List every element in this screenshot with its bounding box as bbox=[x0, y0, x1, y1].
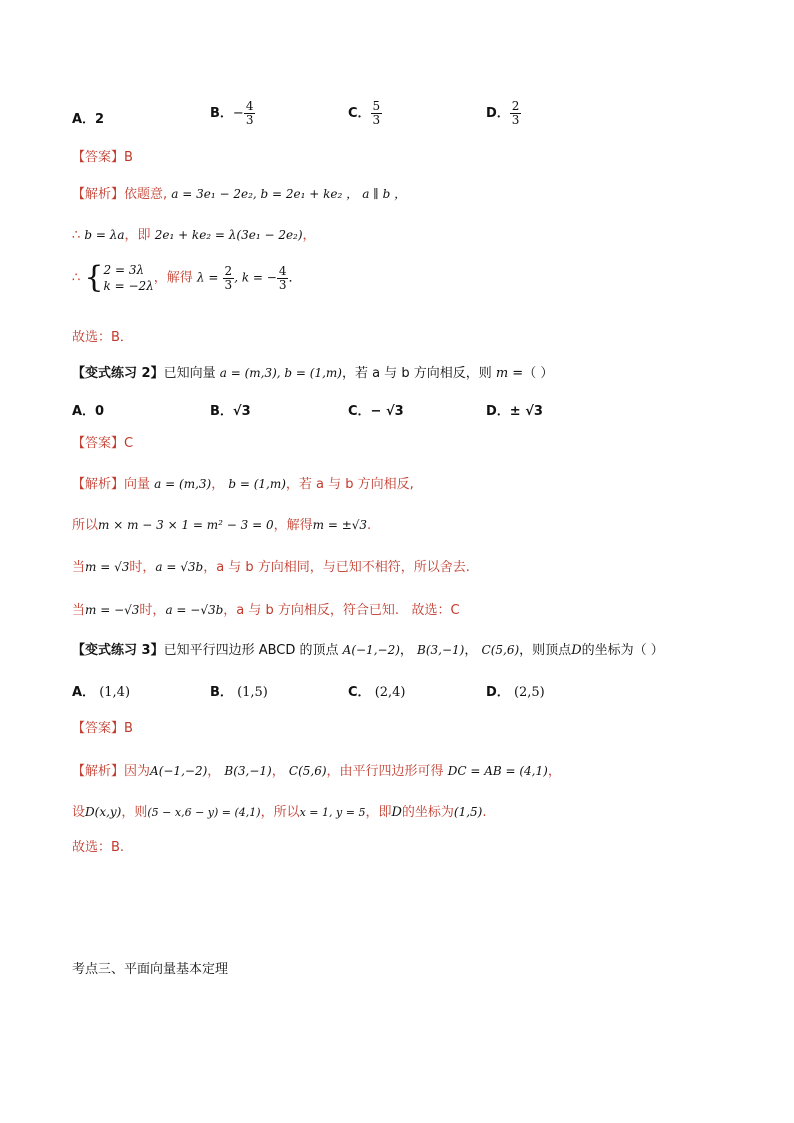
q1-option-b-fraction bbox=[244, 100, 256, 127]
q3-l1-sep-2: ， bbox=[271, 764, 285, 779]
q2-tag: 【变式练习 2】 bbox=[72, 366, 164, 381]
q2-l1-vector-b: b = (1,m) bbox=[228, 477, 286, 491]
q2-option-b: B．√3 bbox=[210, 404, 251, 419]
q3-l1-text-a: 因为 bbox=[124, 764, 151, 779]
q3-l2-equation: (5 − x,6 − y) = (4,1) bbox=[147, 806, 261, 819]
q2-option-a: A．0 bbox=[72, 404, 105, 419]
q1-system-brace: { bbox=[84, 260, 104, 295]
q3-l1-point-a: A(−1,−2) bbox=[150, 764, 208, 778]
q1-option-d-fraction bbox=[510, 100, 522, 127]
q1-analysis-line-1 bbox=[72, 183, 406, 202]
q1-analysis-tag: 【解析】 bbox=[72, 187, 125, 202]
q3-l2-text-f: . bbox=[482, 805, 487, 820]
q3-analysis-line-2 bbox=[72, 801, 487, 820]
q3-l2-text-b: ，则 bbox=[121, 805, 148, 820]
q2-answer bbox=[72, 432, 133, 451]
q3-option-d bbox=[486, 681, 545, 700]
q3-stem-point-d: D bbox=[571, 643, 582, 658]
q1-lambda-relation: b = λa bbox=[84, 228, 125, 242]
q3-l2-text-e: 的坐标为 bbox=[401, 805, 454, 820]
q2-l4-text-a: 当 bbox=[72, 603, 86, 618]
q3-option-c-value: (2,4) bbox=[374, 685, 406, 700]
q1-option-b-sign: − bbox=[232, 106, 244, 121]
q1-lambda-label: λ = bbox=[196, 270, 219, 285]
q1-k-label: , k = − bbox=[234, 270, 277, 285]
q2-l3-case: m = √3 bbox=[85, 560, 130, 574]
q3-l1-point-c: C(5,6) bbox=[288, 764, 327, 778]
q2-l3-text-b: 时， bbox=[129, 560, 156, 575]
q2-l2-equation: m × m − 3 × 1 = m² − 3 = 0 bbox=[98, 518, 274, 532]
q1-equation-system bbox=[104, 262, 154, 294]
q3-l1-text-b: ，由平行四边形可得 bbox=[326, 764, 444, 779]
q1-therefore-2: ∴ bbox=[72, 270, 81, 286]
q3-stem-point-c: C(5,6) bbox=[481, 643, 520, 657]
q3-stem-text-3: 的坐标为（ ） bbox=[581, 643, 664, 658]
q3-l2-result: (1,5) bbox=[453, 805, 483, 819]
q2-stem-vectors: a = (m,3), b = (1,m) bbox=[219, 366, 342, 380]
q2-analysis-line-4 bbox=[72, 599, 460, 618]
q3-tag: 【变式练习 3】 bbox=[72, 643, 164, 658]
q1-option-c-label: C． bbox=[348, 106, 371, 121]
q1-expanded-relation: 2e₁ + ke₂ = λ(3e₁ − 2e₂) bbox=[154, 228, 303, 242]
q3-option-c-label: C． bbox=[348, 685, 371, 700]
q2-l2-text-c: . bbox=[367, 518, 372, 533]
q1-line2-end: ， bbox=[302, 228, 316, 243]
q2-stem-text-1: 已知向量 bbox=[163, 366, 216, 381]
q3-l2-point-d: D(x,y) bbox=[85, 805, 122, 819]
q1-option-b-label: B． bbox=[210, 106, 233, 121]
q2-analysis-line-3 bbox=[72, 556, 470, 575]
q3-l2-text-c: ，所以 bbox=[260, 805, 300, 820]
q1-vector-definitions: a = 3e₁ − 2e₂, b = 2e₁ + ke₂ ， bbox=[171, 187, 359, 201]
q2-l2-text-a: 所以 bbox=[72, 518, 99, 533]
section-heading: 考点三、平面向量基本定理 bbox=[72, 962, 229, 977]
q1-k-fraction bbox=[277, 265, 289, 292]
q2-l1-vector-a: a = (m,3) bbox=[154, 477, 212, 491]
q1-lambda-fraction bbox=[223, 265, 235, 292]
q3-answer-tag: 【答案】 bbox=[72, 721, 125, 736]
q3-option-a-label: A． bbox=[72, 685, 96, 700]
q1-option-c-fraction bbox=[371, 100, 383, 127]
q1-equation-2: k = −2λ bbox=[103, 279, 154, 293]
q1-analysis-text: 依题意, bbox=[124, 187, 168, 202]
q3-l1-text-c: ， bbox=[547, 764, 561, 779]
q3-option-d-label: D． bbox=[486, 685, 510, 700]
q3-l2-d: D bbox=[391, 805, 402, 820]
q2-l1-text-c: ，若 a 与 b 方向相反, bbox=[285, 477, 414, 492]
q2-analysis-line-1 bbox=[72, 473, 414, 492]
q2-answer-tag: 【答案】 bbox=[72, 436, 125, 451]
q2-analysis-line-2 bbox=[72, 514, 371, 533]
q3-l2-solution: x = 1, y = 5 bbox=[299, 806, 366, 819]
q1-option-d-den: 3 bbox=[511, 113, 520, 127]
q3-l1-point-b: B(3,−1) bbox=[224, 764, 272, 778]
q2-conclusion: 故选：C bbox=[411, 603, 460, 618]
q3-analysis-tag: 【解析】 bbox=[72, 764, 125, 779]
q3-l2-text-d: ，即 bbox=[365, 805, 392, 820]
q3-stem-sep-1: ， bbox=[399, 643, 413, 658]
q1-answer bbox=[72, 146, 133, 165]
q3-l1-sep-1: ， bbox=[207, 764, 221, 779]
q2-option-c: C．− √3 bbox=[348, 404, 404, 419]
q3-l2-text-a: 设 bbox=[72, 805, 86, 820]
q3-answer-value: B bbox=[124, 721, 133, 736]
q3-conclusion: 故选：B. bbox=[72, 840, 125, 855]
q3-stem-sep-2: ， bbox=[464, 643, 478, 658]
q3-answer bbox=[72, 717, 133, 736]
q1-analysis-line-2 bbox=[72, 224, 316, 243]
q3-option-b bbox=[210, 681, 268, 700]
q3-option-a bbox=[72, 681, 130, 700]
q2-l2-solution: m = ±√3 bbox=[312, 518, 368, 532]
q3-option-b-label: B． bbox=[210, 685, 233, 700]
q1-option-c-num: 5 bbox=[372, 99, 381, 113]
q2-l1-sep: ， bbox=[211, 477, 225, 492]
q1-option-c-den: 3 bbox=[372, 113, 381, 127]
q3-stem bbox=[72, 639, 664, 658]
q2-l4-relation: a = −√3b bbox=[165, 603, 224, 617]
q3-l1-vector-equality: DC = AB = (4,1) bbox=[447, 764, 548, 778]
q1-option-d-num: 2 bbox=[511, 99, 520, 113]
q1-option-b-den: 3 bbox=[245, 113, 254, 127]
q1-answer-value: B bbox=[124, 150, 133, 165]
q1-option-c bbox=[348, 100, 382, 127]
q2-stem-m: m bbox=[495, 366, 509, 381]
q1-therefore-1: ∴ bbox=[72, 228, 81, 243]
q1-k-den: 3 bbox=[278, 277, 287, 292]
q3-option-a-value: (1,4) bbox=[99, 685, 131, 700]
q1-lambda-den: 3 bbox=[224, 277, 233, 292]
q2-l2-text-b: ，解得 bbox=[273, 518, 313, 533]
q1-parallel-condition: a ∥ b ， bbox=[362, 187, 407, 201]
q2-l1-text-a: 向量 bbox=[124, 477, 151, 492]
q3-stem-text-2: ，则顶点 bbox=[519, 643, 572, 658]
q2-stem-text-3: =（ ） bbox=[508, 366, 554, 381]
q1-line3-end: ． bbox=[288, 270, 302, 286]
q2-stem-text-2: ，若 a 与 b 方向相反，则 bbox=[341, 366, 492, 381]
q2-stem bbox=[72, 362, 553, 381]
q3-analysis-line-1 bbox=[72, 760, 561, 779]
q3-stem-text-1: 已知平行四边形 ABCD 的顶点 bbox=[163, 643, 339, 658]
q2-l3-relation: a = √3b bbox=[155, 560, 204, 574]
q2-option-d: D．± √3 bbox=[486, 404, 543, 419]
q2-l3-text-a: 当 bbox=[72, 560, 86, 575]
q1-option-a: A．2 bbox=[72, 112, 105, 127]
q1-answer-tag: 【答案】 bbox=[72, 150, 125, 165]
q1-analysis-line-3 bbox=[72, 262, 301, 294]
q3-option-c bbox=[348, 681, 406, 700]
q2-l4-case: m = −√3 bbox=[85, 603, 140, 617]
q2-analysis-tag: 【解析】 bbox=[72, 477, 125, 492]
q1-equation-1: 2 = 3λ bbox=[103, 263, 145, 277]
q3-stem-point-b: B(3,−1) bbox=[417, 643, 465, 657]
q1-option-d bbox=[486, 100, 521, 127]
q1-option-b bbox=[210, 100, 255, 127]
q2-l3-text-c: ，a 与 b 方向相同，与已知不相符，所以舍去. bbox=[203, 560, 470, 575]
q1-option-b-num: 4 bbox=[245, 99, 254, 113]
q2-l4-text-c: ，a 与 b 方向相反，符合已知. bbox=[223, 603, 400, 618]
q3-option-b-value: (1,5) bbox=[237, 685, 268, 700]
q2-l4-text-b: 时， bbox=[139, 603, 166, 618]
q1-lambda-num: 2 bbox=[224, 263, 233, 278]
q1-k-num: 4 bbox=[278, 263, 287, 278]
q3-option-d-value: (2,5) bbox=[513, 685, 545, 700]
q3-stem-point-a: A(−1,−2) bbox=[342, 643, 400, 657]
q1-option-d-label: D． bbox=[486, 106, 510, 121]
q1-solve-text: ，解得 bbox=[153, 270, 193, 286]
q1-connector: ，即 bbox=[124, 228, 151, 243]
q2-answer-value: C bbox=[124, 436, 134, 451]
q1-conclusion: 故选：B． bbox=[72, 330, 133, 345]
